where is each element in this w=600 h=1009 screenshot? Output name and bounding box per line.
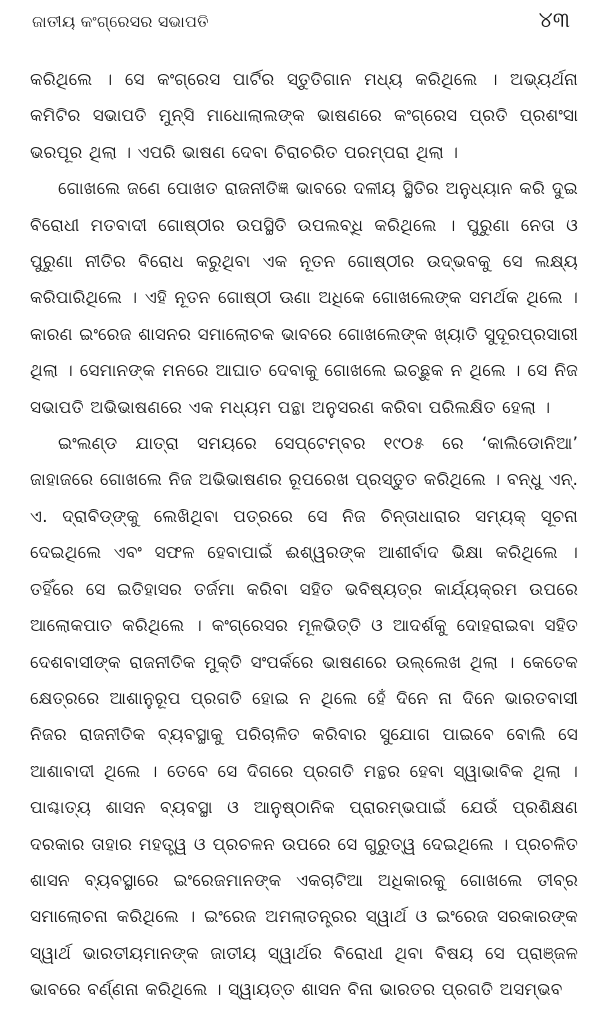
- page-body: [30, 62, 578, 1009]
- paragraph-2: ଗୋଖଲେ ଜଣେ ପୋଖତ ରାଜନୀତିଜ୍ଞ ଭାବରେ ଦଳୀୟ ସ୍ଥିତିର ଅନୁଧ୍ୟାନ କରି ଦୁଇ ବିରୋଧୀ ମତବାଦୀ ଗୋଷ୍ଠୀର ଉପସ୍ଥିତି ଉପଲବ୍ଧି କରିଥିଲେ । ପୁରୁଣା ନେତା ଓ ପୁରୁଣା ନୀତିର ବିରୋଧ କରୁଥିବା ଏକ ନୂତନ ଗୋଷ୍ଠୀର ଉଦ୍‌ଭବକୁ ସେ ଲକ୍ଷ୍ୟ କରିପାରିଥିଲେ । ଏହି ନୂତନ ଗୋଷ୍ଠୀ ଊଣା ଅଧିକେ ଗୋଖଲେଙ୍କ ସମର୍ଥକ ଥିଲେ । କାରଣ ଇଂରେଜ ଶାସନର ସମାଲୋଚକ ଭାବରେ ଗୋଖଲେଙ୍କ ଖ୍ୟାତି ସୁଦୂରପ୍ରସାରୀ ଥିଲା । ସେମାନଙ୍କ ମନରେ ଆଘାତ ଦେବାକୁ ଗୋଖଲେ ଇଚ୍ଛୁକ ନ ଥିଲେ । ସେ ନିଜ ସଭାପତି ଅଭିଭାଷଣରେ ଏକ ମଧ୍ୟମ ପନ୍ଥା ଅନୁସରଣ କରିବା ପରିଲକ୍ଷିତ ହେଲା ।: [30, 179, 578, 418]
- paragraph-3: ଇଂଲଣ୍ଡ ଯାତ୍ରା ସମୟରେ ସେପ୍ଟେମ୍ବର ୧୯୦୫ ରେ ‘କାଲିଡୋନିଆ’ ଜାହାଜରେ ଗୋଖଲେ ନିଜ ଅଭିଭାଷଣର ରୂପରେଖ ପ୍ରସ୍ତୁତ କରିଥିଲେ । ବନ୍ଧୁ ଏନ୍. ଏ. ଦ୍ରାବିଡ୍‌ଙ୍କୁ ଲେଖିଥିବା ପତ୍ରରେ ସେ ନିଜ ଚିନ୍ତାଧାରାର ସମ୍ୟକ୍ ସୂଚନା ଦେଇଥିଲେ ଏବଂ ସଫଳ ହେବାପାଇଁ ଈଶ୍ୱରଙ୍କ ଆଶୀର୍ବାଦ ଭିକ୍ଷା କରିଥିଲେ । ତହିଁରେ ସେ ଇତିହାସର ତର୍ଜମା କରିବା ସହିତ ଭବିଷ୍ୟତ୍‌ର କାର୍ଯ୍ୟକ୍ରମ ଉପରେ ଆଲୋକପାତ କରିଥିଲେ । କଂଗ୍ରେସର ମୂଳଭିତ୍ତି ଓ ଆଦର୍ଶକୁ ଦୋହରାଇବା ସହିତ ଦେଶବାସୀଙ୍କ ରାଜନୀତିକ ମୁକ୍ତି ସଂପର୍କରେ ଭାଷଣରେ ଉଲ୍ଲେଖ ଥିଲା । କେତେକ କ୍ଷେତ୍ରରେ ଆଶାନୁରୂପ ପ୍ରଗତି ହୋଇ ନ ଥିଲେ ହେଁ ଦିନେ ନା ଦିନେ ଭାରତବାସୀ ନିଜର ରାଜନୀତିକ ବ୍ୟବସ୍ଥାକୁ ପରିଚାଳିତ କରିବାର ସୁଯୋଗ ପାଇବେ ବୋଲି ସେ ଆଶାବାଦୀ ଥିଲେ । ତେବେ ସେ ଦିଗରେ ପ୍ରଗତି ମନ୍ଥର ହେବା ସ୍ୱାଭାବିକ ଥିଲା । ପାଶ୍ଚାତ୍ୟ ଶାସନ ବ୍ୟବସ୍ଥା ଓ ଆନୁଷ୍ଠାନିକ ପ୍ରାରମ୍ଭପାଇଁ ଯେଉଁ ପ୍ରଶିକ୍ଷଣ ଦରକାର ତାହାର ମହତ୍ତ୍ୱ ଓ ପ୍ରଚଳନ ଉପରେ ସେ ଗୁରୁତ୍ୱ ଦେଇଥିଲେ । ପ୍ରଚଳିତ ଶାସନ ବ୍ୟବସ୍ଥାରେ ଇଂରେଜମାନଙ୍କ ଏକଚାଟିଆ ଅଧିକାରକୁ ଗୋଖଲେ ତୀବ୍ର ସମାଲୋଚନା କରିଥିଲେ । ଇଂରେଜ ଅମଲାତନ୍ତ୍ରର ସ୍ୱାର୍ଥ ଓ ଇଂରେଜ ସରକାରଙ୍କ ସ୍ୱାର୍ଥ ଭାରତୀୟମାନଙ୍କ ଜାତୀୟ ସ୍ୱାର୍ଥର ବିରୋଧୀ ଥିବା ବିଷୟ ସେ ପ୍ରାଞ୍ଜଳ ଭାବରେ ବର୍ଣ୍ଣନା କରିଥିଲେ । ସ୍ୱାୟତ୍ତ ଶାସନ ବିନା ଭାରତର ପ୍ରଗତି ଅସମ୍ଭବ: [30, 434, 578, 1001]
- paragraph-1: କରିଥିଲେ । ସେ କଂଗ୍ରେସ ପାର୍ଟିର ସ୍ତୁତିଗାନ ମଧ୍ୟ କରିଥିଲେ । ଅଭ୍ୟର୍ଥନା କମିଟିର ସଭାପତି ମୁନ୍ସି ମାଧୋଲାଲଙ୍କ ଭାଷଣରେ କଂଗ୍ରେସ ପ୍ରତି ପ୍ରଶଂସା ଭରପୂର ଥିଲା । ଏପରି ଭାଷଣ ଦେବା ଚିରାଚରିତ ପରମ୍ପରା ଥିଲା ।: [30, 70, 578, 163]
- page-header: [30, 0, 578, 46]
- running-title: ଜାତୀୟ କଂଗ୍ରେସର ସଭାପତି: [32, 12, 209, 31]
- page-number: ୪୩: [538, 8, 570, 33]
